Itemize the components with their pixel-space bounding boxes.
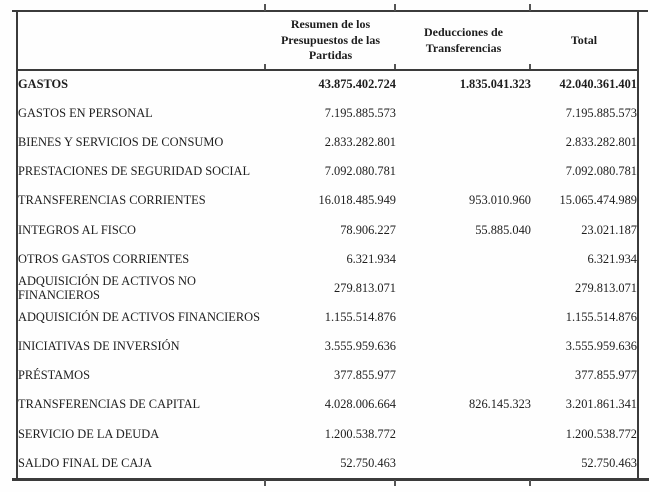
row-label: TRANSFERENCIAS CORRIENTES — [18, 193, 206, 208]
amount-resumen: 16.018.485.949 — [318, 193, 396, 208]
row-label: ADQUISICIÓN DE ACTIVOS NO FINANCIEROS — [18, 274, 196, 302]
header-cell-blank — [18, 12, 265, 70]
amount-resumen: 43.875.402.724 — [318, 77, 396, 92]
table-row — [18, 420, 637, 449]
table-row — [18, 216, 637, 245]
amount-deducciones: 55.885.040 — [475, 222, 531, 237]
amount-total: 15.065.474.989 — [559, 193, 637, 208]
table-frame — [16, 10, 639, 481]
amount-deducciones: 953.010.960 — [469, 193, 531, 208]
amount-total: 23.021.187 — [581, 222, 637, 237]
amount-resumen: 78.906.227 — [340, 222, 396, 237]
table-row — [18, 303, 637, 332]
amount-resumen: 6.321.934 — [346, 251, 396, 266]
table-row — [18, 157, 637, 186]
row-label: TRANSFERENCIAS DE CAPITAL — [18, 397, 201, 412]
row-label: INICIATIVAS DE INVERSIÓN — [18, 339, 180, 354]
amount-resumen: 4.028.006.664 — [324, 397, 396, 412]
header-row — [18, 12, 637, 70]
amount-deducciones — [396, 303, 531, 332]
row-label: BIENES Y SERVICIOS DE CONSUMO — [18, 135, 224, 150]
amount-deducciones — [396, 99, 531, 128]
row-label: SALDO FINAL DE CAJA — [18, 455, 153, 470]
amount-resumen: 377.855.977 — [334, 368, 396, 383]
table-row — [18, 332, 637, 361]
amount-total: 377.855.977 — [575, 368, 637, 383]
amount-resumen: 7.092.080.781 — [324, 164, 396, 179]
amount-deducciones — [396, 420, 531, 449]
amount-deducciones — [396, 245, 531, 274]
amount-resumen: 279.813.071 — [334, 280, 396, 295]
amount-total: 7.195.885.573 — [565, 106, 637, 121]
amount-total: 3.555.959.636 — [565, 339, 637, 354]
amount-total: 279.813.071 — [575, 280, 637, 295]
amount-deducciones — [396, 361, 531, 390]
header-cell-total: Total — [531, 12, 637, 70]
table-row — [18, 128, 637, 157]
row-label: GASTOS EN PERSONAL — [18, 106, 153, 121]
amount-deducciones — [396, 157, 531, 186]
row-label: PRÉSTAMOS — [18, 368, 90, 383]
row-label: INTEGROS AL FISCO — [18, 222, 136, 237]
budget-table — [18, 12, 637, 478]
table-row — [18, 187, 637, 216]
amount-total: 1.155.514.876 — [565, 310, 637, 324]
amount-total: 1.200.538.772 — [565, 426, 637, 441]
amount-deducciones — [396, 449, 531, 478]
table-row — [18, 99, 637, 128]
row-label: PRESTACIONES DE SEGURIDAD SOCIAL — [18, 164, 251, 179]
amount-total: 42.040.361.401 — [559, 77, 637, 92]
table-header — [18, 12, 637, 70]
table-row — [18, 449, 637, 478]
table-row-gastos — [18, 70, 637, 99]
amount-total: 52.750.463 — [581, 455, 637, 470]
row-label: OTROS GASTOS CORRIENTES — [18, 251, 190, 266]
amount-total: 6.321.934 — [587, 251, 637, 266]
row-label: SERVICIO DE LA DEUDA — [18, 426, 160, 441]
amount-deducciones: 1.835.041.323 — [459, 77, 531, 92]
table-row — [18, 361, 637, 390]
amount-resumen: 2.833.282.801 — [324, 135, 396, 150]
table-body — [18, 70, 637, 478]
header-cell-deducciones: Deducciones de Transferencias — [396, 12, 531, 70]
row-label: GASTOS — [18, 77, 69, 92]
amount-resumen: 1.155.514.876 — [324, 310, 396, 324]
table-row — [18, 391, 637, 420]
amount-deducciones — [396, 332, 531, 361]
amount-resumen: 7.195.885.573 — [324, 106, 396, 121]
row-label: ADQUISICIÓN DE ACTIVOS FINANCIEROS — [18, 310, 260, 324]
header-cell-resumen: Resumen de los Presupuestos de las Partidas — [265, 12, 396, 70]
amount-deducciones — [396, 274, 531, 303]
amount-total: 3.201.861.341 — [565, 397, 637, 412]
amount-total: 2.833.282.801 — [565, 135, 637, 150]
amount-resumen: 1.200.538.772 — [324, 426, 396, 441]
amount-deducciones: 826.145.323 — [469, 397, 531, 412]
amount-total: 7.092.080.781 — [565, 164, 637, 179]
amount-resumen: 3.555.959.636 — [324, 339, 396, 354]
table-row — [18, 245, 637, 274]
amount-deducciones — [396, 128, 531, 157]
amount-resumen: 52.750.463 — [340, 455, 396, 470]
table-row — [18, 274, 637, 303]
